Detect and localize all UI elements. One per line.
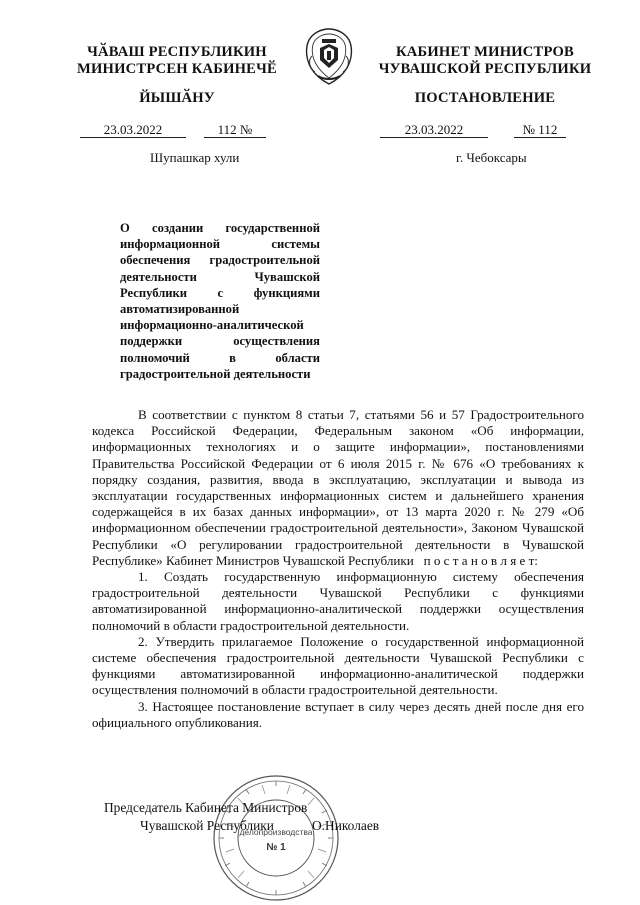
coat-of-arms-emblem-icon <box>302 26 356 86</box>
doc-type-right: ПОСТАНОВЛЕНИЕ <box>414 90 556 106</box>
preamble-text: В соответствии с пунктом 8 статьи 7, статьями 56 и 57 Градостроительного кодекса Российской Федерации, Федеральным законом «Об информации, информационных технологиях и о защите информации», постановлениями Правительства Российской Федерации от 6 июля 2015 г. № 676 «О требованиях к порядку создания, развития, ввода в эксплуатацию, эксплуатации и вывода из эксплуатации государственных информационных систем и дальнейшего хранения содержащейся в их базах данных информации», от 13 марта 2020 г. № 279 «Об информационном обеспечении градостроительной деятельности», Законом Чувашской Республики «О регулировании градостроительной деятельности в Чувашской Республике» Кабинет Министров Чувашской Республики <box>92 407 584 568</box>
date-line-right <box>380 121 566 139</box>
number-right: № 112 <box>514 123 566 138</box>
header-left-line1: ЧӐВАШ РЕСПУБЛИКИН <box>87 44 267 60</box>
city-left: Шупашкар хули <box>150 150 240 165</box>
header-right-line1: КАБИНЕТ МИНИСТРОВ <box>395 44 574 60</box>
signature-title-line2: Чувашской Республики <box>140 818 274 833</box>
decree-word: п о с т а н о в л я е т: <box>423 552 538 568</box>
document-title: О создании государственной информационной системы обеспечения градостроительной деятельности Чувашской Республики с функциями автоматизированной информационно-аналитической поддержки осуществления полномочий в области градостроительной деятельности <box>120 221 320 381</box>
official-seal-stamp <box>210 772 342 904</box>
stamp-center-line1: делопроизводства <box>239 827 313 837</box>
date-left: 23.03.2022 <box>80 123 186 138</box>
header-left-block <box>72 44 282 78</box>
header-right-line2: ЧУВАШСКОЙ РЕСПУБЛИКИ <box>378 61 592 77</box>
item-3: 3. Настоящее постановление вступает в силу через десять дней после дня его официального опубликования. <box>92 698 584 730</box>
item-2: 2. Утвердить прилагаемое Положение о государственной информационной системе обеспечения градостроительной деятельности Чувашской Республики с функциями автоматизированной информационно-аналитической поддержки осуществления полномочий в области градостроительной деятельности. <box>92 633 584 698</box>
date-right: 23.03.2022 <box>380 123 488 138</box>
city-right: г. Чебоксары <box>456 150 527 165</box>
signature-title-line1: Председатель Кабинета Министров <box>104 800 308 815</box>
date-line-left <box>80 121 266 139</box>
document-body <box>92 407 584 731</box>
signatory-name: О.Николаев <box>312 818 380 833</box>
stamp-center-line2: № 1 <box>266 842 286 853</box>
header-right-block <box>370 44 600 78</box>
doc-type-left: ЙЫШӐНУ <box>139 90 215 106</box>
preamble-paragraph <box>92 407 584 569</box>
header-left-line2: МИНИСТРСЕН КАБИНЕЧӖ <box>77 61 277 77</box>
number-left: 112 № <box>204 123 266 138</box>
item-1: 1. Создать государственную информационную систему обеспечения градостроительной деятельности Чувашской Республики с функциями автоматизированной информационно-аналитической поддержки осуществления полномочий в области градостроительной деятельности. <box>92 569 584 633</box>
